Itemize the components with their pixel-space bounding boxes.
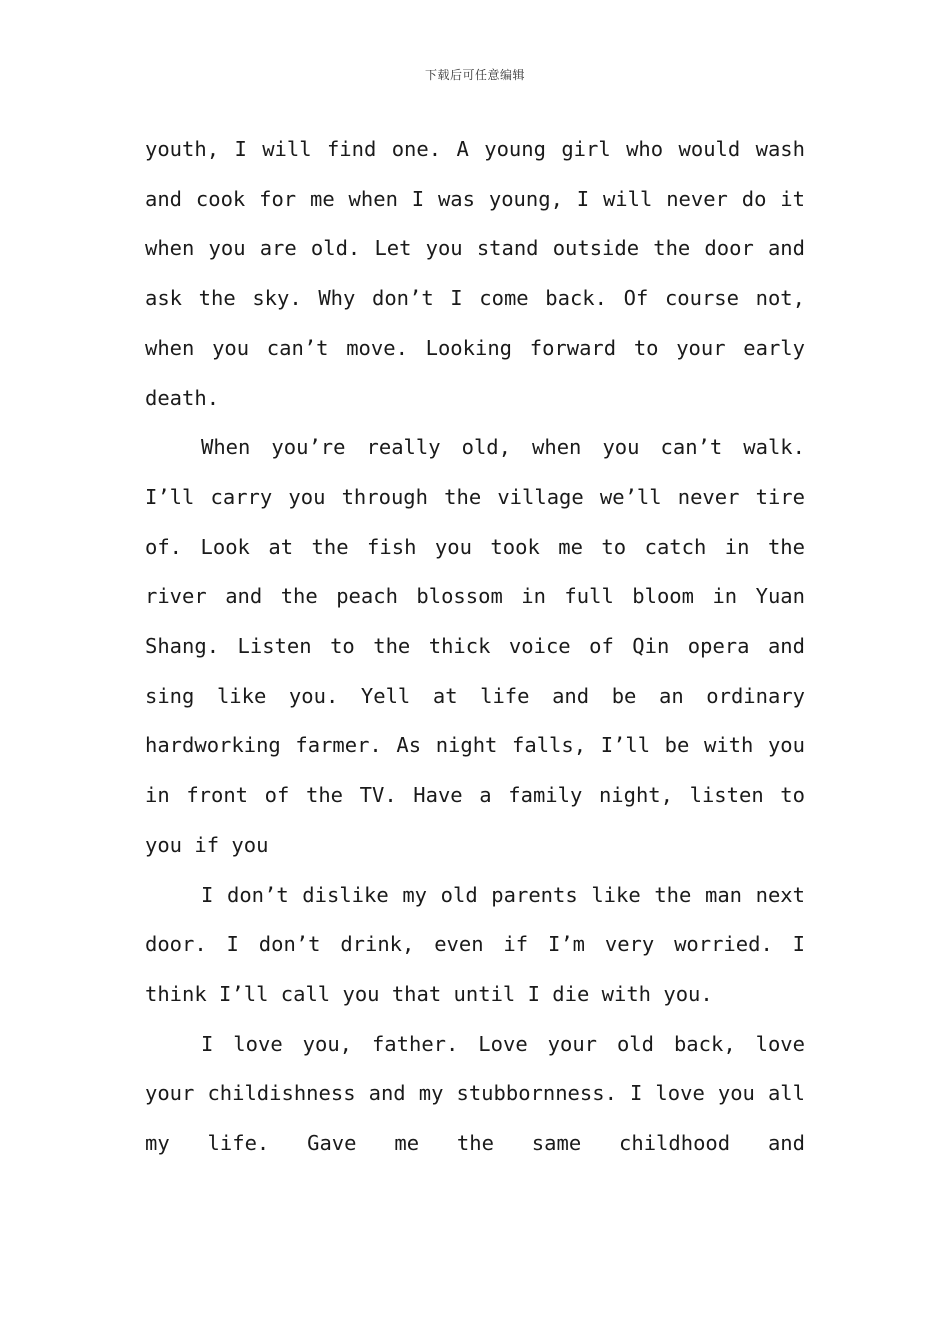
paragraph-4: I love you, father. Love your old back, love your childishness and my stubbornness. I love you all my life. Gave me the same childhood and — [145, 1031, 805, 1156]
paragraph-1: youth, I will find one. A young girl who would wash and cook for me when I was young, I will never do it when you are old. Let you stand outside the door and ask the sky. Why don’t I come back. Of course not, when you can’t move. Looking forward to your early death. — [145, 137, 805, 410]
page-header: 下载后可任意编辑 — [424, 68, 525, 82]
paragraph-2: When you’re really old, when you can’t walk. I’ll carry you through the village we’ll never tire of. Look at the fish you took me to catch in the river and the peach blossom in full bloom in Yuan Shang. Listen to the thick voice of Qin opera and sing like you. Yell at life and be an ordinary hardworking farmer. As night falls, I’ll be with you in front of the TV. Have a family night, listen to you if you — [145, 435, 805, 857]
paragraph-3: I don’t dislike my old parents like the man next door. I don’t drink, even if I’m very worried. I think I’ll call you that until I die with you. — [145, 882, 805, 1006]
document-body — [145, 125, 805, 1169]
